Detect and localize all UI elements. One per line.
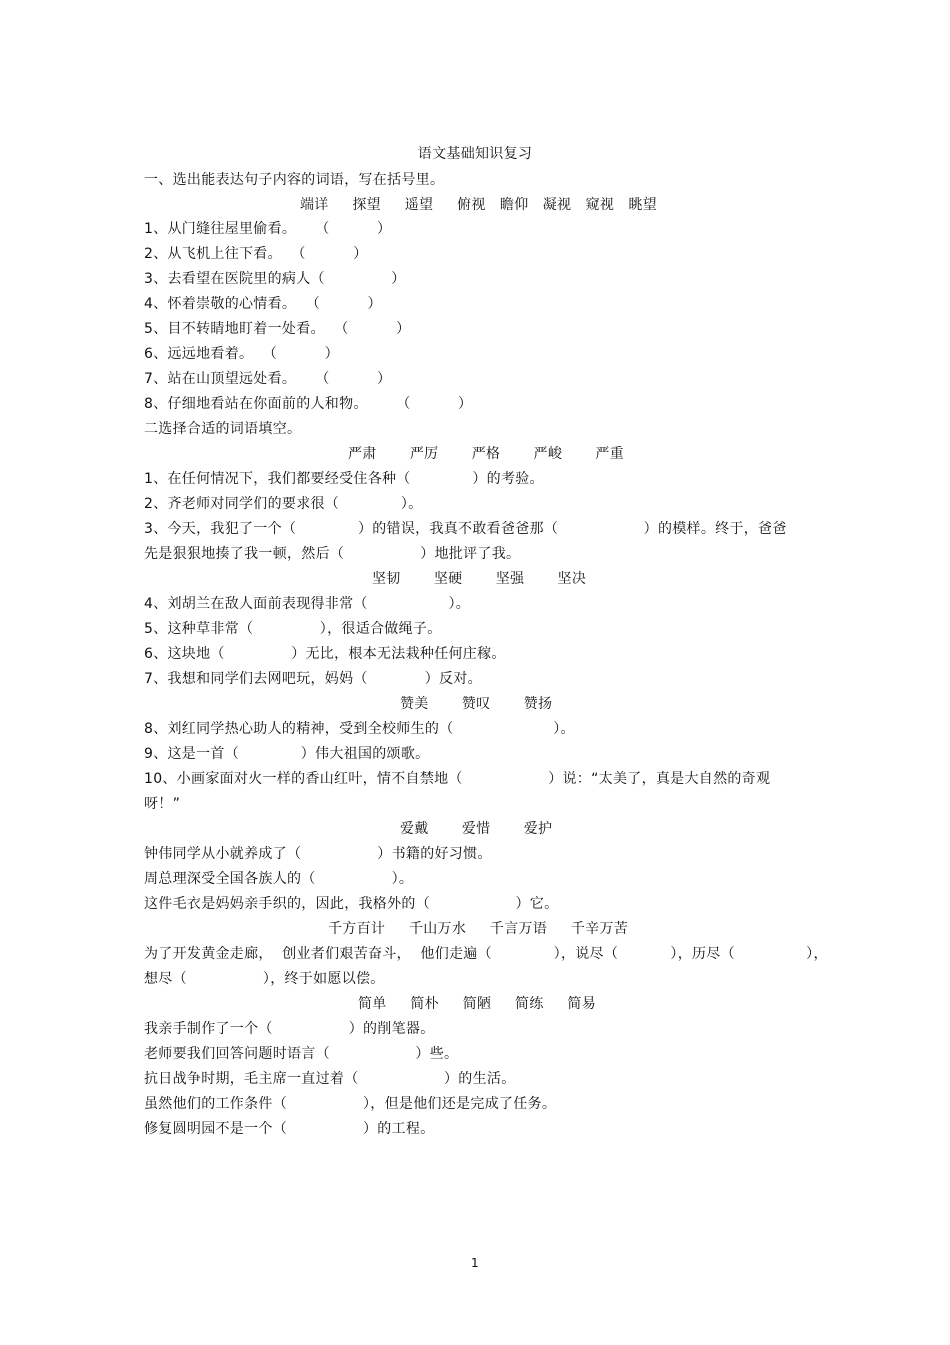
question-item: 为了开发黄金走廊， 创业者们艰苦奋斗， 他们走遍（ ），说尽（ ），历尽（ ）， xyxy=(144,946,828,962)
question-item: 钟伟同学从小就养成了（ ）书籍的好习惯。 xyxy=(144,846,492,862)
question-item: 6、远远地看着。 （ ） xyxy=(144,346,339,362)
page-title: 语文基础知识复习 xyxy=(417,146,533,162)
question-item: 8、刘红同学热心助人的精神，受到全校师生的（ ）。 xyxy=(144,721,575,737)
question-item: 老师要我们回答问题时语言（ ）些。 xyxy=(144,1046,459,1062)
question-item: 8、仔细地看站在你面前的人和物。 （ ） xyxy=(144,396,473,412)
question-item: 虽然他们的工作条件（ ），但是他们还是完成了任务。 xyxy=(144,1096,557,1112)
question-item: 4、刘胡兰在敌人面前表现得非常（ ）。 xyxy=(144,596,471,612)
word-bank: 千方百计 千山万水 千言万语 千辛万苦 xyxy=(328,921,629,937)
question-item: 5、目不转睛地盯着一处看。 （ ） xyxy=(144,321,411,337)
question-item: 想尽（ ），终于如愿以偿。 xyxy=(144,971,385,987)
question-item: 7、站在山顶望远处看。 （ ） xyxy=(144,371,392,387)
word-bank: 简单 简朴 简陋 简练 简易 xyxy=(358,996,597,1012)
question-item: 9、这是一首（ ）伟大祖国的颂歌。 xyxy=(144,746,430,762)
question-item: 我亲手制作了一个（ ）的削笔器。 xyxy=(144,1021,435,1037)
question-item: 呀！” xyxy=(144,796,181,812)
question-item: 10、小画家面对火一样的香山红叶，情不自禁地（ ）说：“太美了，真是大自然的奇观 xyxy=(144,771,771,787)
question-item: 2、齐老师对同学们的要求很（ ）。 xyxy=(144,496,423,512)
question-item: 周总理深受全国各族人的（ ）。 xyxy=(144,871,414,887)
question-item: 修复圆明园不是一个（ ）的工程。 xyxy=(144,1121,435,1137)
question-item: 4、怀着崇敬的心情看。 （ ） xyxy=(144,296,382,312)
word-bank: 坚韧 坚硬 坚强 坚决 xyxy=(372,571,587,587)
word-bank: 严肃 严厉 严格 严峻 严重 xyxy=(348,446,625,462)
section-heading: 二选择合适的词语填空。 xyxy=(144,421,302,437)
question-item: 7、我想和同学们去网吧玩，妈妈（ ）反对。 xyxy=(144,671,482,687)
page-number: 1 xyxy=(471,1256,479,1270)
word-bank: 端详 探望 遥望 俯视 瞻仰 凝视 窥视 眺望 xyxy=(300,197,658,213)
question-item: 1、从门缝往屋里偷看。 （ ） xyxy=(144,221,392,237)
question-item: 2、从飞机上往下看。 （ ） xyxy=(144,246,368,262)
question-item: 这件毛衣是妈妈亲手织的，因此，我格外的（ ）它。 xyxy=(144,896,559,912)
question-item: 抗日战争时期，毛主席一直过着（ ）的生活。 xyxy=(144,1071,516,1087)
question-item: 6、这块地（ ）无比，根本无法栽种任何庄稼。 xyxy=(144,646,506,662)
question-item: 3、去看望在医院里的病人（ ） xyxy=(144,271,406,287)
question-item: 先是狠狠地揍了我一顿，然后（ ）地批评了我。 xyxy=(144,546,521,562)
question-item: 1、在任何情况下，我们都要经受住各种（ ）的考验。 xyxy=(144,471,544,487)
word-bank: 赞美 赞叹 赞扬 xyxy=(400,696,553,712)
question-item: 3、今天，我犯了一个（ ）的错误，我真不敢看爸爸那（ ）的模样。终于，爸爸 xyxy=(144,521,787,537)
section-heading: 一、选出能表达句子内容的词语，写在括号里。 xyxy=(144,172,445,188)
question-item: 5、这种草非常（ ），很适合做绳子。 xyxy=(144,621,442,637)
word-bank: 爱戴 爱惜 爱护 xyxy=(400,821,553,837)
